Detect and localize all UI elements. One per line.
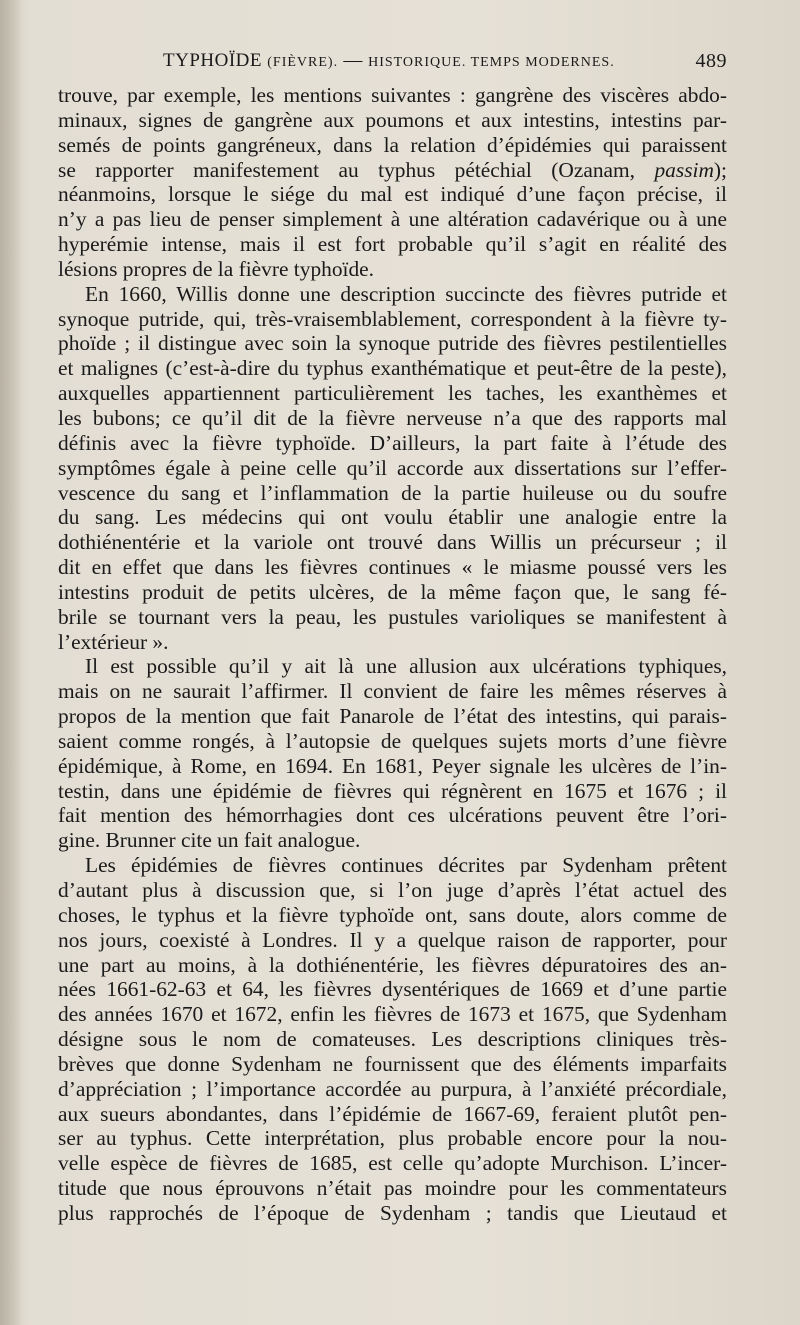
- text-line: néanmoins, lorsque le siége du mal est indiqué d’une façon précise, il: [58, 182, 727, 207]
- text-line: d’appréciation ; l’importance accordée au purpura, à l’anxiété précordiale,: [58, 1076, 727, 1101]
- text-line: l’extérieur ».: [58, 629, 169, 654]
- text-line: des années 1670 et 1672, enfin les fièvres de 1673 et 1675, que Sydenham: [58, 1002, 727, 1027]
- running-head-section: HISTORIQUE. TEMPS MODERNES.: [368, 55, 615, 70]
- text-line: n’y a pas lieu de penser simplement à une altération cadavérique ou à une: [58, 207, 727, 232]
- running-head-title: TYPHOÏDE: [163, 50, 262, 71]
- text-line: symptômes égale à peine celle qu’il accorde aux dissertations sur l’effer-: [58, 455, 727, 480]
- text-line: auxquelles appartiennent particulièrement les taches, les exanthèmes et: [58, 381, 727, 406]
- text-line: trouve, par exemple, les mentions suivantes : gangrène des viscères abdo-: [58, 83, 727, 107]
- text-line: Les épidémies de fièvres continues décrites par Sydenham prêtent: [85, 853, 727, 878]
- running-head: [163, 50, 615, 72]
- text-line: synoque putride, qui, très-vraisemblablement, correspondent à la fièvre ty-: [58, 306, 727, 331]
- text-line: Il est possible qu’il y ait là une allusion aux ulcérations typhiques,: [85, 654, 727, 679]
- running-head-dash: —: [343, 50, 363, 71]
- page-header: [60, 50, 730, 80]
- text-line: plus rapprochés de l’époque de Sydenham ; tandis que Lieutaud et: [58, 1200, 727, 1225]
- text-line: les bubons; ce qu’il dit de la fièvre nerveuse n’a que des rapports mal: [58, 405, 727, 430]
- text-line: dothiénentérie et la variole ont trouvé dans Willis un précurseur ; il: [58, 530, 727, 555]
- text-line: dit en effet que dans les fièvres continues « le miasme poussé vers les: [58, 555, 727, 580]
- text-line: brile se tournant vers la peau, les pustules varioliques se manifestent à: [58, 604, 727, 629]
- text-line: aux sueurs abondantes, dans l’épidémie de 1667-69, feraient plutôt pen-: [58, 1101, 727, 1126]
- text-line: velle espèce de fièvres de 1685, est celle qu’adopte Murchison. L’incer-: [58, 1151, 727, 1176]
- text-line: choses, le typhus et la fièvre typhoïde ont, sans doute, alors comme de: [58, 902, 727, 927]
- text-line: intestins produit de petits ulcères, de la même façon que, le sang fé-: [58, 579, 727, 604]
- text-line: phoïde ; il distingue avec soin la synoque putride des fièvres pestilentielles: [58, 331, 727, 356]
- page-gutter-shadow: [0, 0, 22, 1325]
- text-line: semés de points gangréneux, dans la relation d’épidémies qui paraissent: [58, 132, 727, 157]
- text-line: titude que nous éprouvons n’était pas moindre pour les commentateurs: [58, 1176, 727, 1201]
- text-line: lésions propres de la fièvre typhoïde.: [58, 256, 375, 281]
- text-line: désigne sous le nom de comateuses. Les descriptions cliniques très-: [58, 1027, 727, 1052]
- text-line: vescence du sang et l’inflammation de la partie huileuse ou du soufre: [58, 480, 727, 505]
- text-line: saient comme rongés, à l’autopsie de quelques sujets morts d’une fièvre: [58, 728, 727, 753]
- text-line: une part au moins, à la dothiénentérie, les fièvres dépuratoires des an-: [58, 952, 727, 977]
- text-line: testin, dans une épidémie de fièvres qui régnèrent en 1675 et 1676 ; il: [58, 778, 727, 803]
- text-line: d’autant plus à discussion que, si l’on juge d’après l’état actuel des: [58, 878, 727, 902]
- text-line: ser au typhus. Cette interprétation, plus probable encore pour la nou-: [58, 1126, 727, 1151]
- text-line: propos de la mention que fait Panarole de l’état des intestins, qui parais-: [58, 704, 727, 729]
- text-line: se rapporter manifestement au typhus pétéchial (Ozanam, passim);: [58, 157, 727, 182]
- text-line: hyperémie intense, mais il est fort probable qu’il s’agit en réalité des: [58, 232, 727, 257]
- body-text: [58, 83, 727, 1226]
- text-line: nos jours, coexisté à Londres. Il y a quelque raison de rapporter, pour: [58, 927, 727, 952]
- text-line: et malignes (c’est-à-dire du typhus exanthématique et peut-être de la peste),: [58, 356, 727, 381]
- page-number: 489: [695, 50, 727, 72]
- text-line: gine. Brunner cite un fait analogue.: [58, 828, 361, 853]
- text-line: minaux, signes de gangrène aux poumons et aux intestins, intestins par-: [58, 107, 727, 132]
- text-line: brèves que donne Sydenham ne fournissent que des éléments imparfaits: [58, 1051, 727, 1076]
- text-line: épidémique, à Rome, en 1694. En 1681, Peyer signale les ulcères de l’in-: [58, 753, 727, 778]
- text-line: définis avec la fièvre typhoïde. D’ailleurs, la part faite à l’étude des: [58, 430, 727, 455]
- text-line: En 1660, Willis donne une description succincte des fièvres putride et: [85, 281, 727, 306]
- running-head-title-paren: (FIÈVRE).: [267, 55, 339, 70]
- text-line: mais on ne saurait l’affirmer. Il convient de faire les mêmes réserves à: [58, 679, 727, 704]
- text-line: nées 1661-62-63 et 64, les fièvres dysentériques de 1669 et d’une partie: [58, 977, 727, 1002]
- text-line: fait mention des hémorrhagies dont ces ulcérations peuvent être l’ori-: [58, 803, 727, 828]
- text-line: du sang. Les médecins qui ont voulu établir une analogie entre la: [58, 505, 727, 530]
